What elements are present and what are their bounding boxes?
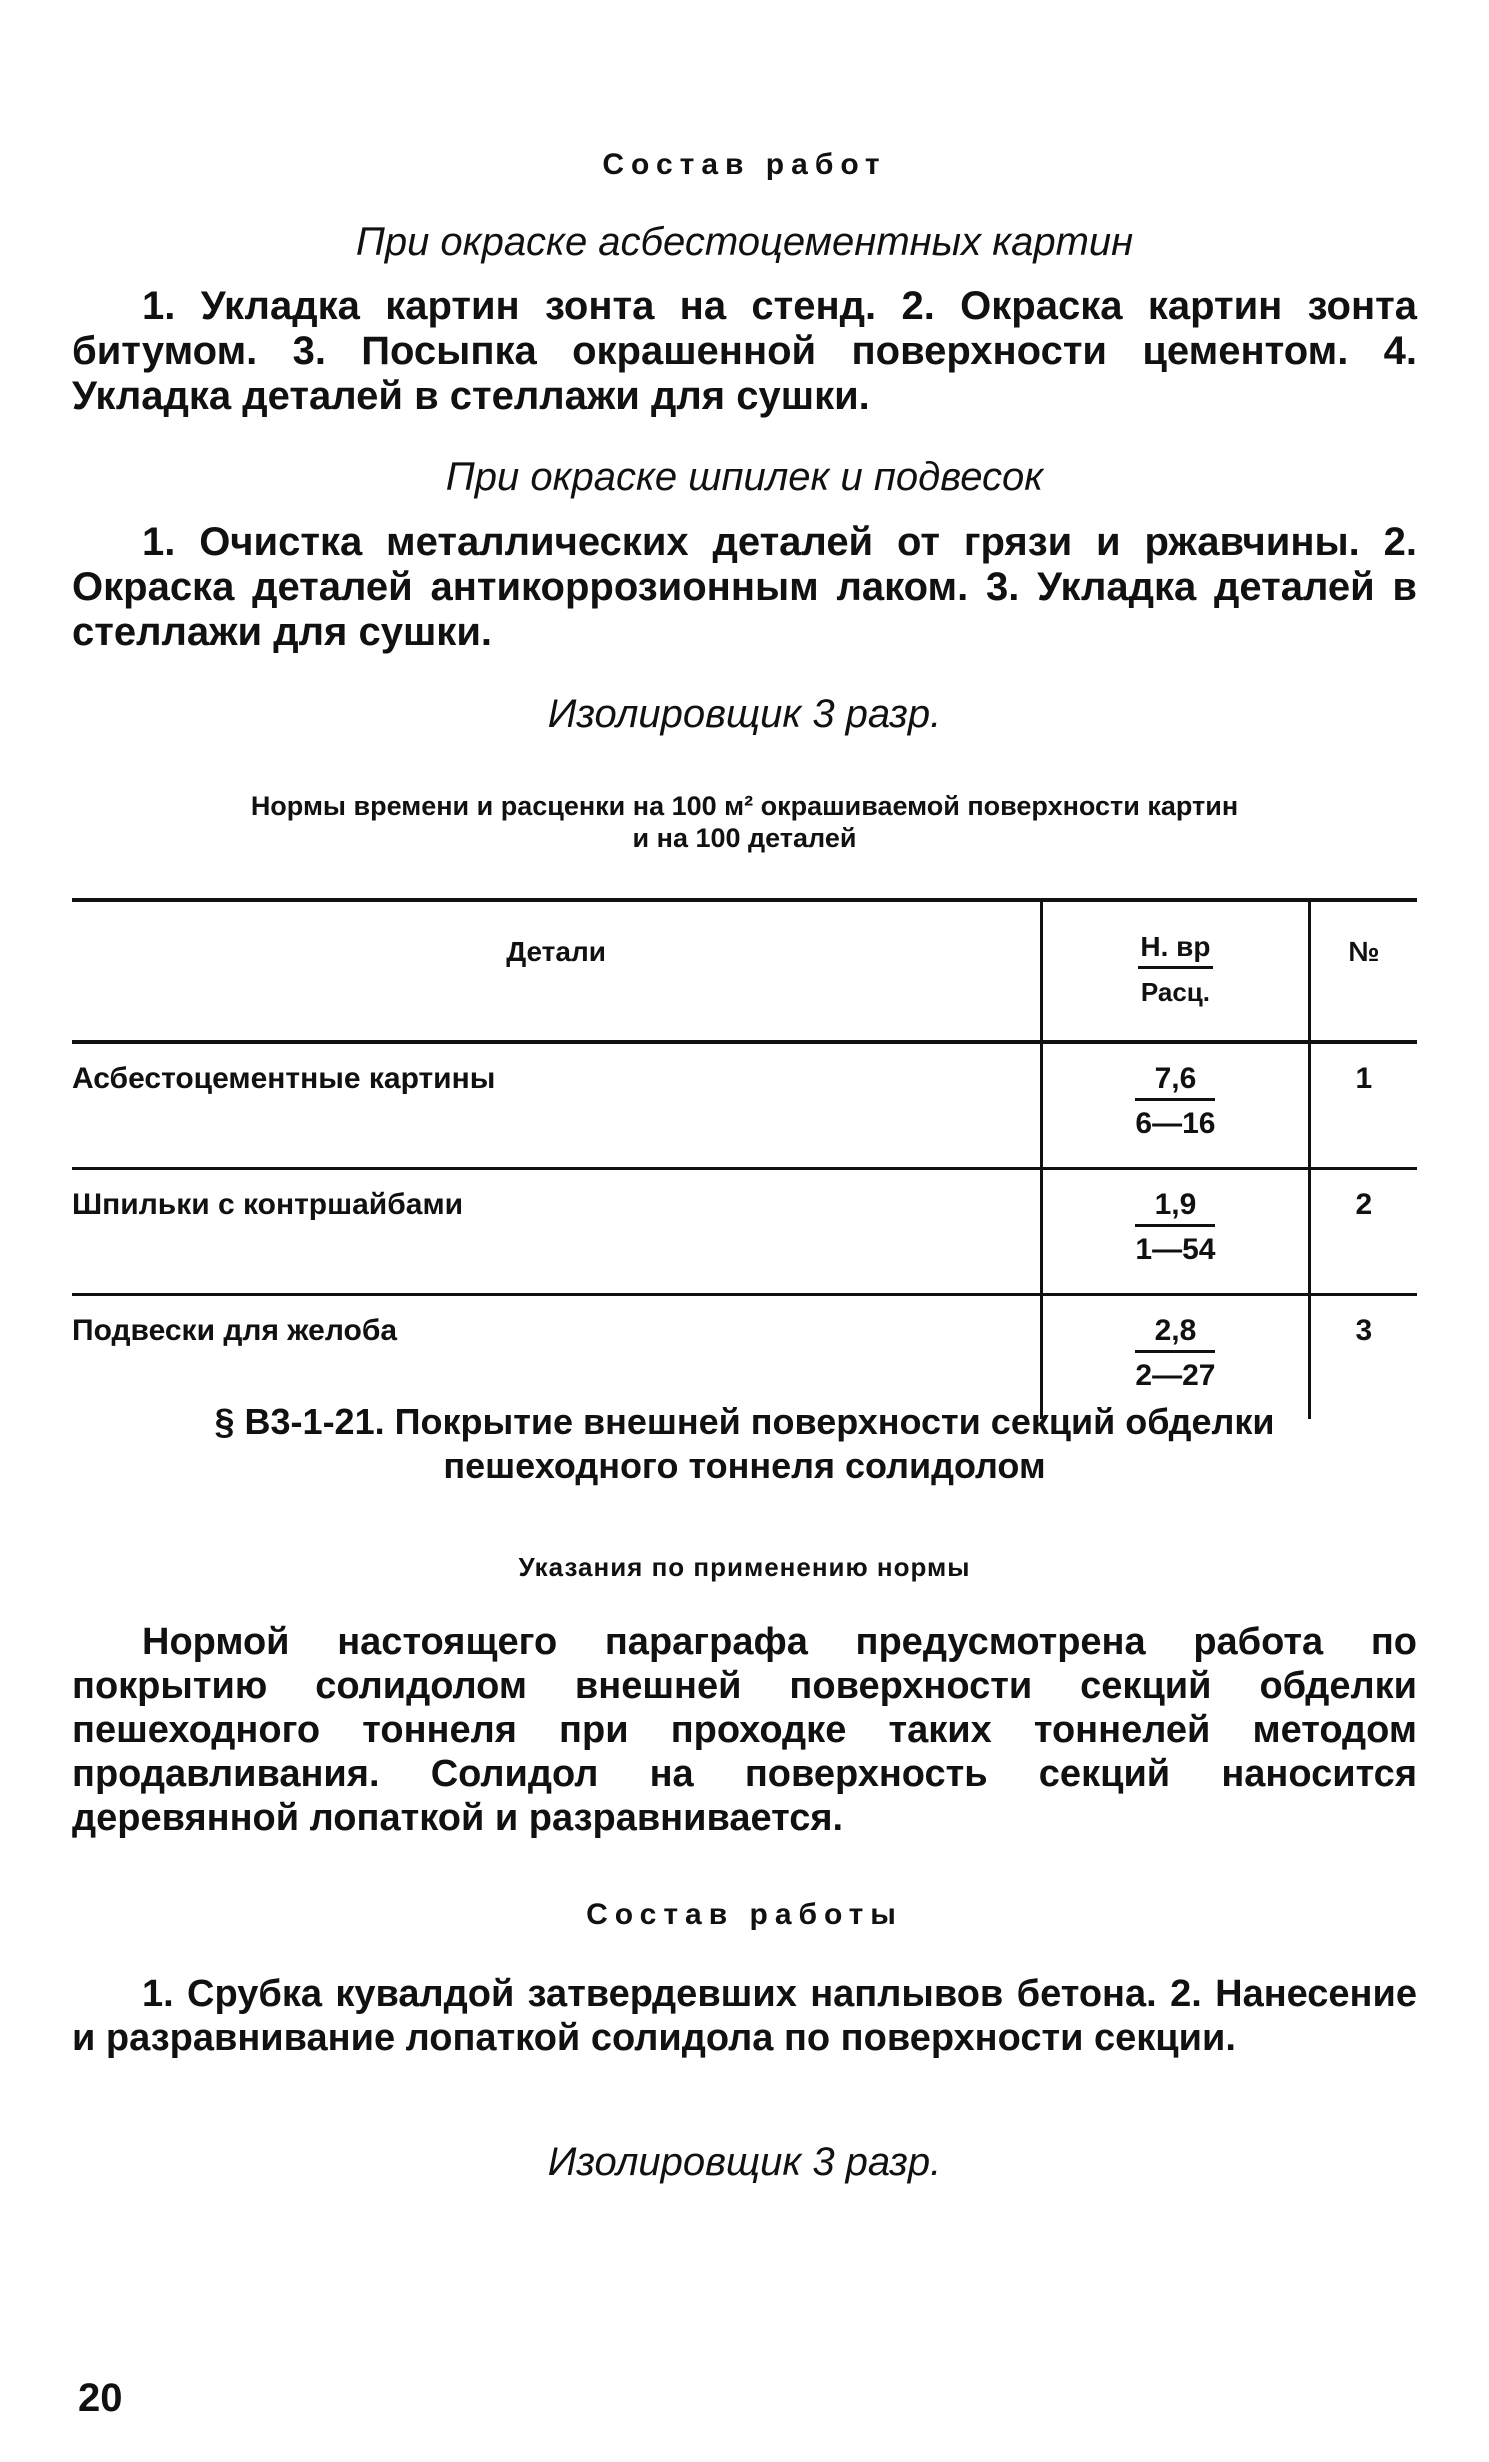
row-norm-fraction: [1135, 1314, 1215, 1393]
section-title-line2: пешеходного тоннеля солидолом: [443, 1445, 1046, 1486]
row-norm-rate: 2—27: [1135, 1359, 1216, 1392]
header-norm-top: Н. вр: [1138, 930, 1212, 969]
asbestos-paint-subheading: При окраске асбестоцементных картин: [355, 220, 1134, 264]
norms-table: [72, 898, 1417, 1419]
work-single-heading: Состав работы: [586, 1898, 903, 1931]
table-caption: [72, 790, 1417, 854]
row-details: Асбестоцементные картины: [72, 1062, 496, 1095]
asbestos-paint-steps-text: 1. Укладка картин зонта на стенд. 2. Окраска картин зонта битумом. 3. Посыпка окрашенной поверхности цементом. 4. Укладка деталей в стеллажи для сушки.: [72, 284, 1417, 418]
instructions-heading: Указания по применению нормы: [518, 1552, 971, 1582]
row-number: 3: [1309, 1295, 1417, 1420]
row-norm: [1042, 1042, 1310, 1169]
header-number: №: [1309, 900, 1417, 1042]
instructions-text: Нормой настоящего параграфа предусмотрена работа по покрытию солидолом внешней поверхности секций обделки пешеходного тоннеля при проходке таких тоннелей методом продавливания. Солидол на поверхность секций наносится деревянной лопаткой и разравнивается.: [72, 1621, 1417, 1839]
studs-paint-steps-text: 1. Очистка металлических деталей от грязи и ржавчины. 2. Окраска деталей антикоррозионным лаком. 3. Укладка деталей в стеллажи для сушки.: [72, 520, 1417, 654]
row-details: Шпильки с контршайбами: [72, 1188, 464, 1221]
studs-paint-steps: [72, 520, 1417, 655]
row-norm-fraction: [1135, 1062, 1215, 1141]
row-norm-rate: 6—16: [1135, 1107, 1216, 1140]
row-norm-time: 7,6: [1135, 1062, 1215, 1101]
asbestos-paint-steps: [72, 284, 1417, 419]
instructions-paragraph: [72, 1620, 1417, 1840]
table-caption-line1: Нормы времени и расценки на 100 м² окрашиваемой поверхности картин: [250, 791, 1239, 821]
row-number: 1: [1309, 1042, 1417, 1169]
worker-grade-1: Изолировщик 3 разр.: [547, 692, 942, 736]
table-caption-line2: и на 100 деталей: [632, 823, 857, 853]
header-norm-fraction: [1138, 930, 1212, 1009]
page-number: 20: [78, 2376, 123, 2420]
row-norm: [1042, 1169, 1310, 1295]
row-norm-rate: 1—54: [1135, 1233, 1216, 1266]
section-title-line1: § В3-1-21. Покрытие внешней поверхности секций обделки: [214, 1401, 1275, 1442]
header-norm: [1042, 900, 1310, 1042]
row-norm-time: 2,8: [1135, 1314, 1215, 1353]
work-composition-heading: Состав работ: [602, 148, 887, 181]
worker-grade-2: Изолировщик 3 разр.: [547, 2140, 942, 2184]
table-row: [72, 1169, 1417, 1295]
row-norm-fraction: [1135, 1188, 1215, 1267]
section-title: [72, 1400, 1417, 1488]
header-norm-bottom: Расц.: [1140, 977, 1211, 1007]
work-single-steps-text: 1. Срубка кувалдой затвердевших наплывов бетона. 2. Нанесение и разравнивание лопаткой солидола по поверхности секции.: [72, 1973, 1417, 2059]
header-details: Детали: [506, 936, 606, 967]
row-number: 2: [1309, 1169, 1417, 1295]
studs-paint-subheading: При окраске шпилек и подвесок: [445, 455, 1044, 499]
row-norm-time: 1,9: [1135, 1188, 1215, 1227]
table-header-row: [72, 900, 1417, 1042]
table-row: [72, 1042, 1417, 1169]
row-details: Подвески для желоба: [72, 1314, 398, 1347]
work-single-steps: [72, 1972, 1417, 2060]
